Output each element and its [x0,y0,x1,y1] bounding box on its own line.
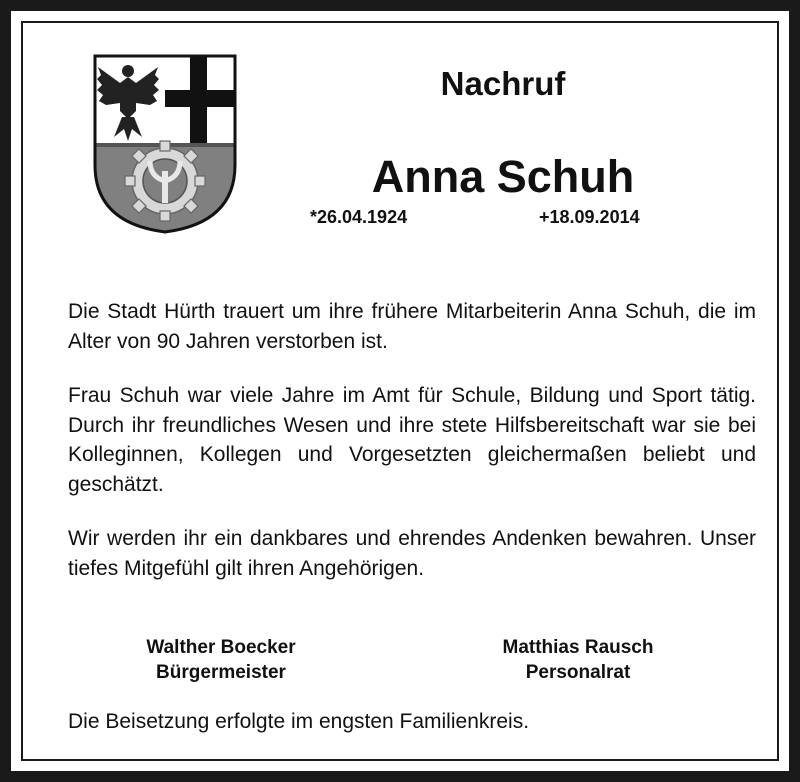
signature-name: Matthias Rausch [502,637,654,658]
death-date: +18.09.2014 [539,207,640,227]
signature-staff-council [448,635,708,685]
body-paragraph: Wir werden ihr ein dankbares und ehrendes Andenken bewahren. Unser tiefes Mitgefühl gilt ihren Angehörigen. [68,527,756,580]
body-paragraph: Frau Schuh war viele Jahre im Amt für Schule, Bildung und Sport tätig. Durch ihr freundliches Wesen und ihre stete Hilfsbereitschaft war sie bei Kolleginnen, Kollegen und Vorgesetzten gleichermaßen beliebt und geschätzt. [68,384,756,496]
body-paragraph: Die Stadt Hürth trauert um ihre frühere Mitarbeiterin Anna Schuh, die im Alter von 90 Jahren verstorben ist. [68,300,756,353]
signature-role: Bürgermeister [156,662,286,683]
coat-of-arms-icon [92,53,238,235]
deceased-name: Anna Schuh [371,151,635,202]
signature-role: Personalrat [525,662,631,683]
obituary-page [11,11,789,771]
notice-title: Nachruf [440,65,566,102]
obituary-frame [21,21,779,761]
burial-note: Die Beisetzung erfolgte im engsten Familienkreis. [68,710,530,733]
signature-mayor [91,635,351,685]
signature-name: Walther Boecker [146,637,296,658]
birth-date: *26.04.1924 [310,207,408,227]
